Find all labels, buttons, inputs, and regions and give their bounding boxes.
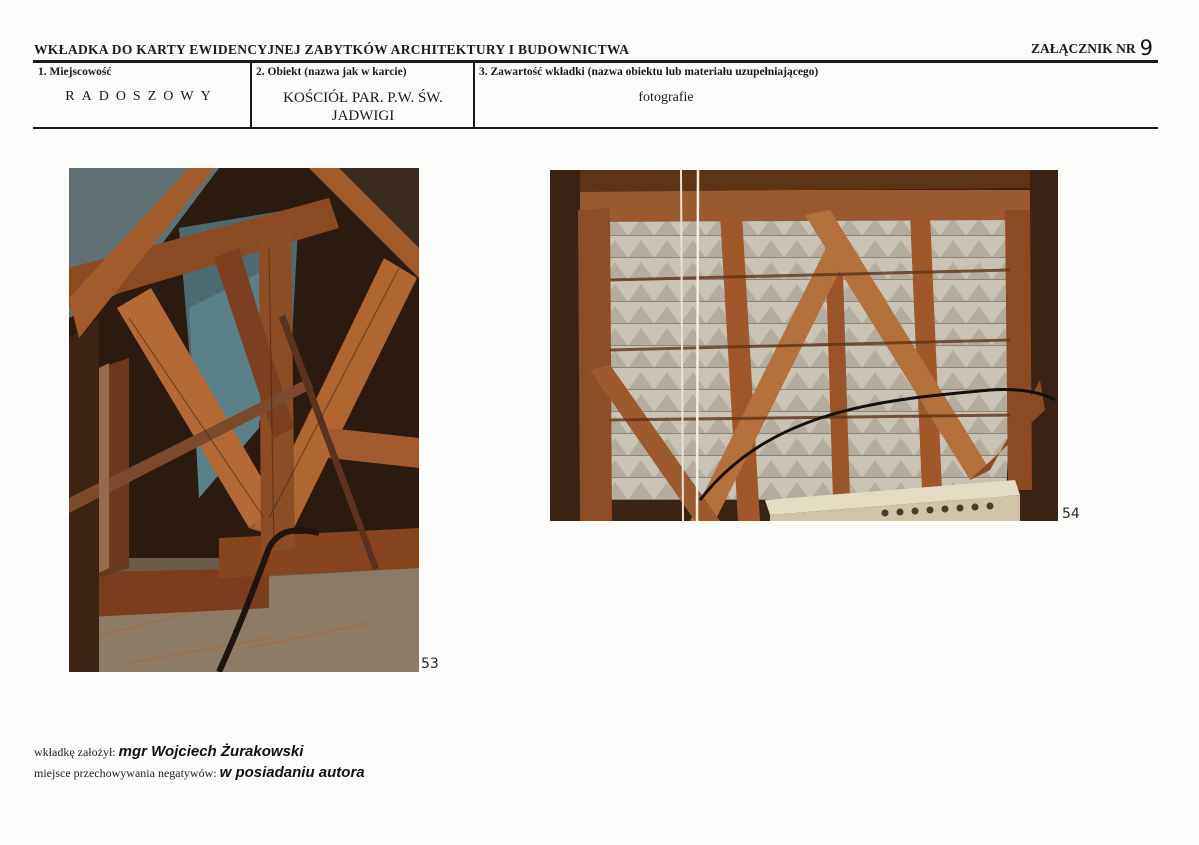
place-value: RADOSZOWY bbox=[65, 89, 218, 104]
column-divider bbox=[250, 63, 252, 127]
storage-label: miejsce przechowywania negatywów: bbox=[34, 766, 217, 780]
footer-founder bbox=[34, 743, 303, 760]
founder-value: mgr Wojciech Żurakowski bbox=[118, 743, 304, 760]
annex-label: ZAŁĄCZNIK NR bbox=[1030, 41, 1136, 56]
photo-roof-truss bbox=[69, 168, 419, 672]
founder-label: wkładkę założył: bbox=[34, 745, 116, 759]
object-value: KOŚCIÓŁ PAR. P.W. ŚW. JADWIGI bbox=[283, 90, 443, 124]
annex-marker bbox=[1031, 36, 1153, 60]
content-label: 3. Zawartość wkładki (nazwa obiektu lub materiału uzupełniającego) bbox=[479, 66, 819, 78]
annex-number: 9 bbox=[1139, 36, 1153, 60]
photo-gable-truss bbox=[550, 170, 1058, 521]
content-value: fotografie bbox=[638, 90, 694, 105]
photo-number-53: 53 bbox=[421, 656, 439, 672]
storage-value: w posiadaniu autora bbox=[219, 764, 365, 781]
table-bottom-rule bbox=[33, 127, 1158, 129]
footer-storage bbox=[34, 764, 365, 781]
header-rule bbox=[33, 60, 1158, 63]
place-label: 1. Miejscowość bbox=[38, 66, 112, 78]
column-divider bbox=[473, 63, 475, 127]
document-title: WKŁADKA DO KARTY EWIDENCYJNEJ ZABYTKÓW ARCHITEKTURY I BUDOWNICTWA bbox=[34, 42, 630, 57]
photo-number-54: 54 bbox=[1062, 506, 1080, 522]
object-label: 2. Obiekt (nazwa jak w karcie) bbox=[256, 66, 407, 78]
